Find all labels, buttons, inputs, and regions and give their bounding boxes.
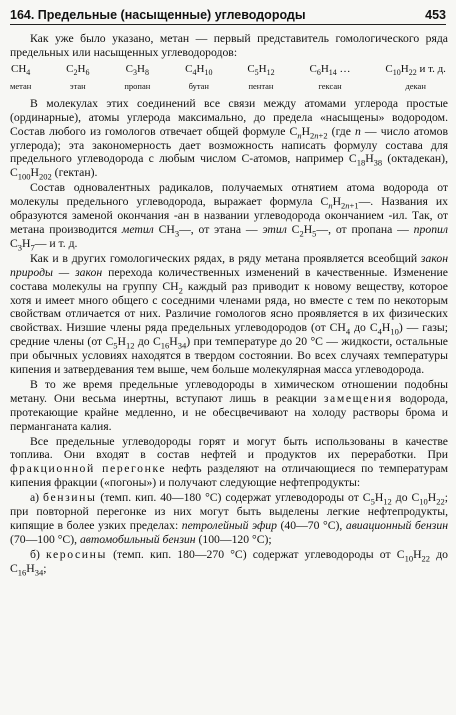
formula: $C_3H_8$	[125, 62, 149, 77]
homolog-pentane	[247, 63, 274, 92]
formula: $C_4H_{10}$	[185, 62, 213, 77]
paragraph-nature-law: Как и в других гомологических рядах, в ряду метана проявляется всеобщий закон природы — закон перехода количественных изменений в качественные. Изменение состава молекулы на группу $СН_2$ каждый раз приводит к новому веществу, которое хотя и имеет много общего с соседними членами ряда, но вместе с тем по некоторым свойствам отличается от них. Различие гомологов ясно проявляется в их физических свойствах. Низшие члены ряда предельных углеводородов (от $СН_4$ до $С_4H_{10}$) — газы; средние члены (от $С_5H_{12}$ до $С_{16}H_{34}$) при температуре до 20 °С — жидкости, остальные при обычных условиях находятся в твердом состоянии. Во всех случаях температуры кипения и затвердевания тем выше, чем больше молекулярная масса углеводорода.	[10, 251, 449, 377]
running-header	[10, 6, 446, 25]
homolog-ethane	[66, 63, 89, 92]
list-item-kerosene: б) керосины (темп. кип. 180—270 °С) содержат углеводороды от $С_{10}H_{22}$ до $С_{16}H_{34}$;	[10, 547, 448, 578]
formula: $CH_4$	[11, 62, 31, 77]
homolog-name: пентан	[248, 80, 274, 91]
homolog-decane	[385, 63, 446, 92]
paragraph-chemistry: В то же время предельные углеводороды в химическом отношении подобны метану. Они весьма инертны, вступают лишь в реакции замещения водорода, протекающие крайне медленно, и не обесцвечивают на холоду растворы брома и перманганата калия.	[10, 377, 448, 433]
homolog-name: метан	[10, 80, 32, 91]
paragraph-radicals: Состав одновалентных радикалов, получаемых отнятием атома водорода от молекулы предельного углеводорода, выражает формула $C_nH_{2n+1}—$. Названия их образуются заменой окончания -ан в названии углеводорода окончанием -ил. Так, от метана производится метил $CH_3—$, от этана — этил $C_2H_5—$, от пропана — пропил $C_3H_7—$ и т. д.	[10, 181, 449, 253]
homolog-tail: и т. д.	[419, 62, 446, 75]
paragraph-fuel: Все предельные углеводороды горят и могут быть использованы в качестве топлива. Они входят в состав нефтей и продуктов их переработки. При фракционной перегонке нефть разделяют на отличающиеся по температурам кипения фракции («погоны») и получают следующие нефтепродукты:	[10, 434, 448, 490]
homolog-name: гексан	[318, 80, 342, 91]
homolog-methane	[10, 63, 31, 92]
formula: $C_5H_{12}$	[247, 62, 275, 77]
homolog-butane	[185, 63, 212, 92]
homolog-name: пропан	[124, 80, 151, 91]
homologous-series	[10, 63, 448, 92]
formula: $C_6H_{14}$ …	[309, 62, 351, 77]
page-number: 453	[425, 8, 446, 22]
intro-paragraph: Как уже было указано, метан — первый представитель гомологического ряда предельных или насыщенных углеводородов:	[10, 32, 448, 59]
homolog-hexane	[309, 63, 350, 92]
homolog-name: этан	[69, 80, 86, 91]
homolog-name: бутан	[188, 80, 209, 91]
paragraph-bonds: В молекулах этих соединений все связи между атомами углерода простые (ординарные), атомы углерода максимально, до предела «насыщены» водородом. Состав любого из гомологов отвечает общей формуле $C_nH_{2n+2}$ (где n — число атомов углерода); эта закономерность дает возможность написать формулу состава для предельного углеводорода с любым числом С-атомов, например $C_{18}H_{38}$ (октадекан), $C_{100}H_{202}$ (гектан).	[10, 96, 448, 182]
homolog-name: декан	[405, 80, 426, 91]
formula: $C_2H_6$	[66, 62, 90, 77]
page-body	[10, 32, 448, 576]
formula: $C_{10}H_{22}$ и т. д.	[385, 62, 446, 77]
section-title: 164. Предельные (насыщенные) углеводороды	[10, 8, 306, 22]
homolog-propane	[124, 63, 150, 92]
list-item-gasoline: а) бензины (темп. кип. 40—180 °С) содержат углеводороды от $С_5H_{12}$ до $С_{10}H_{22}$; при повторной перегонке из них могут быть выделены легкие нефтепродукты, кипящие в более узких пределах: петролейный эфир (40—70 °С), авиационный бензин (70—100 °С), автомобильный бензин (100—120 °С);	[10, 491, 448, 546]
